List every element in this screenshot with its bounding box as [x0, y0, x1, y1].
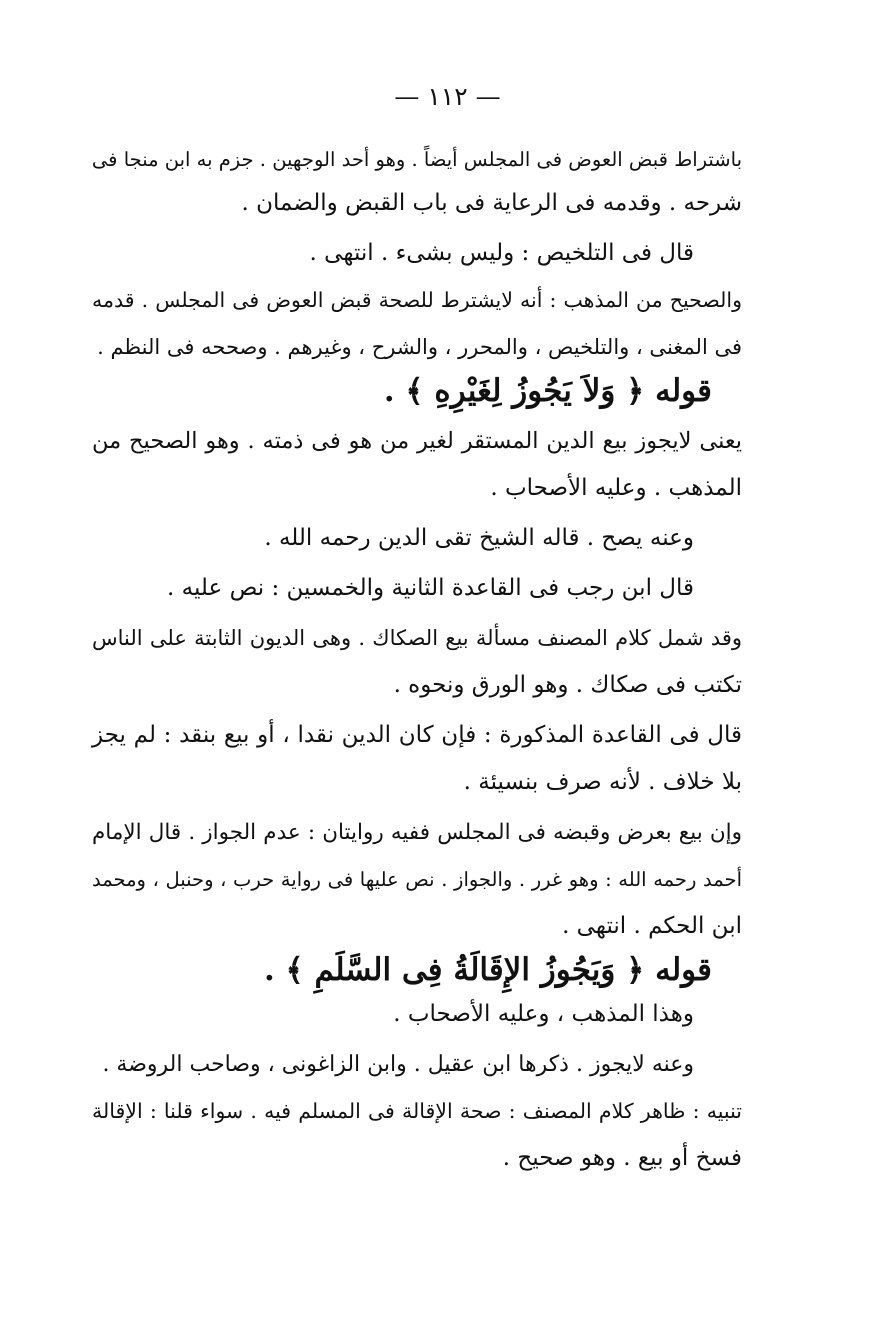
text-line: تنبيه : ظاهر كلام المصنف : صحة الإقالة فى المسلم فيه . سواء قلنا : الإقالة — [92, 1099, 742, 1123]
text-line: وهذا المذهب ، وعليه الأصحاب . — [393, 1001, 694, 1027]
text-line: فسخ أو بيع . وهو صحيح . — [502, 1145, 742, 1171]
section-heading: قوله ﴿ وَيَجُوزُ الإِقَالَةُ فِى السَّلَمِ ﴾ . — [263, 952, 712, 988]
text-line: وقد شمل كلام المصنف مسألة بيع الصكاك . وهى الديون الثابتة على الناس — [92, 626, 742, 650]
text-line: قال ابن رجب فى القاعدة الثانية والخمسين : نص عليه . — [167, 575, 694, 601]
text-line: بلا خلاف . لأنه صرف بنسيئة . — [463, 769, 742, 795]
text-line: والصحيح من المذهب : أنه لايشترط للصحة قبض العوض فى المجلس . قدمه — [92, 288, 742, 312]
text-line: وعنه لايجوز . ذكرها ابن عقيل . وابن الزاغونى ، وصاحب الروضة . — [102, 1052, 694, 1077]
text-line: تكتب فى صكاك . وهو الورق ونحوه . — [393, 672, 742, 698]
page-number: — ١١٢ — — [394, 82, 501, 111]
text-line: ابن الحكم . انتهى . — [562, 913, 742, 939]
text-line: أحمد رحمه الله : وهو غرر . والجواز . نص عليها فى رواية حرب ، وحنبل ، ومحمد — [92, 868, 742, 891]
text-line: باشتراط قبض العوض فى المجلس أيضاً . وهو أحد الوجهين . جزم به ابن منجا فى — [91, 148, 742, 171]
text-line: فى المغنى ، والتلخيص ، والمحرر ، والشرح ، وغيرهم . وصححه فى النظم . — [97, 335, 742, 359]
text-line: شرحه . وقدمه فى الرعاية فى باب القبض والضمان . — [241, 190, 742, 216]
text-line: قال فى القاعدة المذكورة : فإن كان الدين نقدا ، أو بيع بنقد : لم يجز — [92, 722, 742, 748]
body-text — [92, 144, 742, 1174]
text-line: المذهب . وعليه الأصحاب . — [490, 475, 742, 501]
text-line: وعنه يصح . قاله الشيخ تقى الدين رحمه الله . — [264, 525, 694, 551]
text-line: قال فى التلخيص : وليس بشىء . انتهى . — [309, 240, 694, 266]
text-line: يعنى لايجوز بيع الدين المستقر لغير من هو فى ذمته . وهو الصحيح من — [92, 428, 742, 454]
text-line: وإن بيع بعرض وقبضه فى المجلس ففيه روايتان : عدم الجواز . قال الإمام — [92, 820, 742, 845]
section-heading: قوله ﴿ وَلاَ يَجُوزُ لِغَيْرِهِ ﴾ . — [383, 373, 712, 409]
